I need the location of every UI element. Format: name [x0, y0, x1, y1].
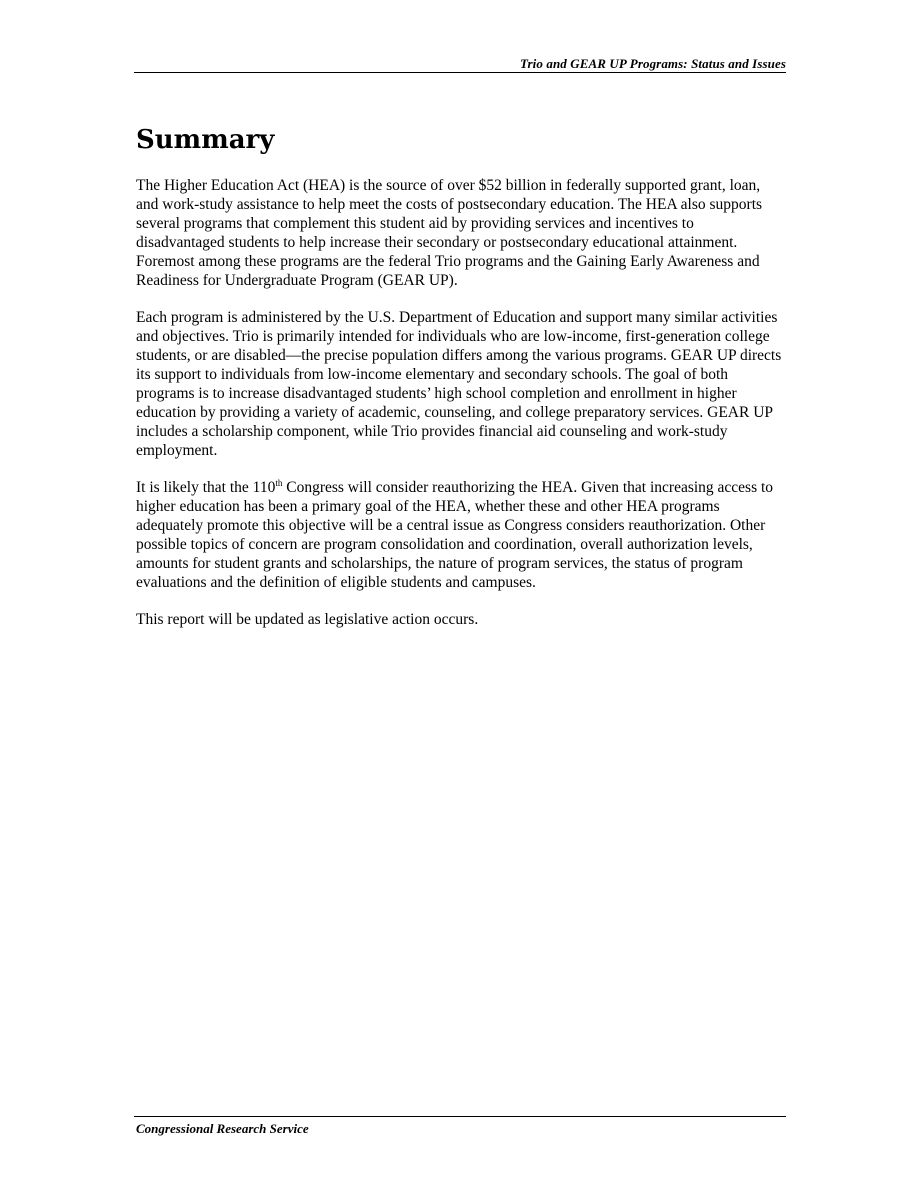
summary-section — [136, 122, 786, 647]
summary-paragraph-1: The Higher Education Act (HEA) is the source of over $52 billion in federally supported grant, loan, and work-study assistance to help meet the costs of postsecondary education. The HEA also supports several programs that complement this student aid by providing services and incentives to disadvantaged students to help increase their secondary or postsecondary educational attainment. Foremost among these programs are the federal Trio programs and the Gaining Early Awareness and Readiness for Undergraduate Program (GEAR UP). — [136, 177, 763, 289]
paragraph-3-text-end: Congress will consider reauthorizing the HEA. Given that increasing access to higher education has been a primary goal of the HEA, whether these and other HEA programs adequately promote this objective will be a central issue as Congress considers reauthorization. Other possible topics of concern are program consolidation and coordination, overall authorization levels, amounts for student grants and scholarships, the nature of program services, the status of program evaluations and the definition of eligible students and campuses. — [136, 479, 774, 591]
running-header: Trio and GEAR UP Programs: Status and Issues — [519, 56, 786, 71]
section-title: Summary — [136, 125, 275, 155]
paragraph-3-text-start: It is likely that the 110 — [136, 479, 276, 496]
footer-rule — [134, 1116, 786, 1117]
summary-paragraph-2: Each program is administered by the U.S. Department of Education and support many similar activities and objectives. Trio is primarily intended for individuals who are low-income, first-generation college students, or are disabled—the precise population differs among the various programs. GEAR UP directs its support to individuals from low-income elementary and secondary schools. The goal of both programs is to increase disadvantaged students’ high school completion and enrollment in higher education by providing a variety of academic, counseling, and college preparatory services. GEAR UP includes a scholarship component, while Trio provides financial aid counseling and work-study employment. — [136, 309, 782, 459]
ordinal-superscript: th — [275, 477, 283, 488]
summary-paragraph-4: This report will be updated as legislative action occurs. — [136, 611, 479, 628]
running-footer: Congressional Research Service — [136, 1121, 309, 1136]
header-rule — [134, 72, 786, 73]
summary-paragraph-3 — [136, 478, 786, 592]
